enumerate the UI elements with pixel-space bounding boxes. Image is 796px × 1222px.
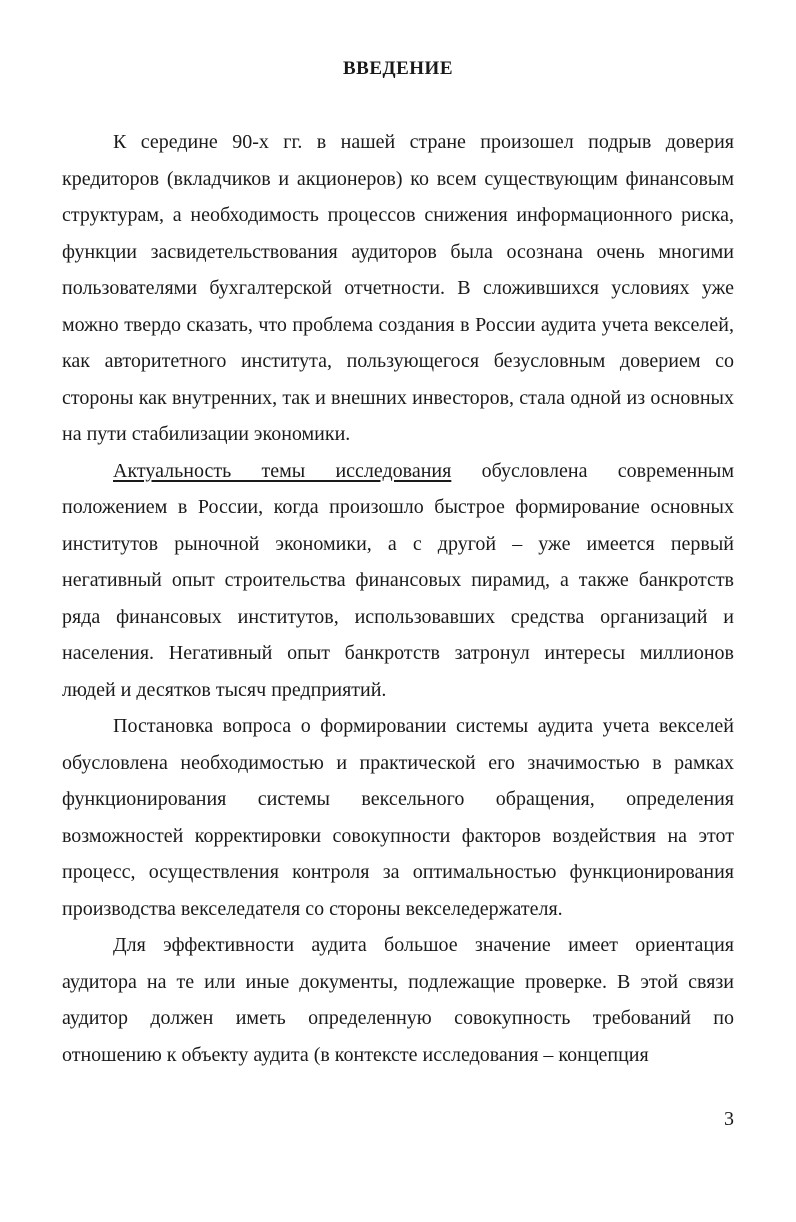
paragraph-text: К середине 90-х гг. в нашей стране произошел подрыв доверия кредиторов (вкладчиков и акционеров) ко всем существующим финансовым структурам, а необходимость процессов снижения информационного риска, функции засвидетельствования аудиторов была осознана очень многими пользователями бухгалтерской отчетности. В сложившихся условиях уже можно твердо сказать, что проблема создания в России аудита учета векселей, как авторитетного института, пользующегося безусловным доверием со стороны как внутренних, так и внешних инвесторов, стала одной из основных на пути стабилизации экономики. [62, 131, 734, 445]
paragraph-text: Постановка вопроса о формировании системы аудита учета векселей обусловлена необходимостью и практической его значимостью в рамках функционирования системы вексельного обращения, определения возможностей корректировки совокупности факторов воздействия на этот процесс, осуществления контроля за оптимальностью функционирования производства векселедателя со стороны векселедержателя. [62, 715, 734, 920]
paragraph-problem-statement [62, 708, 734, 927]
paragraph-text: Для эффективности аудита большое значение имеет ориентация аудитора на те или иные документы, подлежащие проверке. В этой связи аудитор должен иметь определенную совокупность требований по отношению к объекту аудита (в контексте исследования – концепция [62, 934, 734, 1066]
paragraph-audit-efficiency [62, 927, 734, 1073]
paragraph-relevance [62, 453, 734, 709]
paragraph-text: обусловлена современным положением в России, когда произошло быстрое формирование основных институтов рыночной экономики, а с другой – уже имеется первый негативный опыт строительства финансовых пирамид, а также банкротств ряда финансовых институтов, использовавших средства организаций и населения. Негативный опыт банкротств затронул интересы миллионов людей и десятков тысяч предприятий. [62, 459, 734, 701]
document-body [62, 124, 734, 1073]
paragraph-intro [62, 124, 734, 453]
relevance-heading: Актуальность темы исследования [113, 459, 452, 482]
page-number: 3 [724, 1108, 734, 1130]
page-title: ВВЕДЕНИЕ [343, 58, 453, 79]
